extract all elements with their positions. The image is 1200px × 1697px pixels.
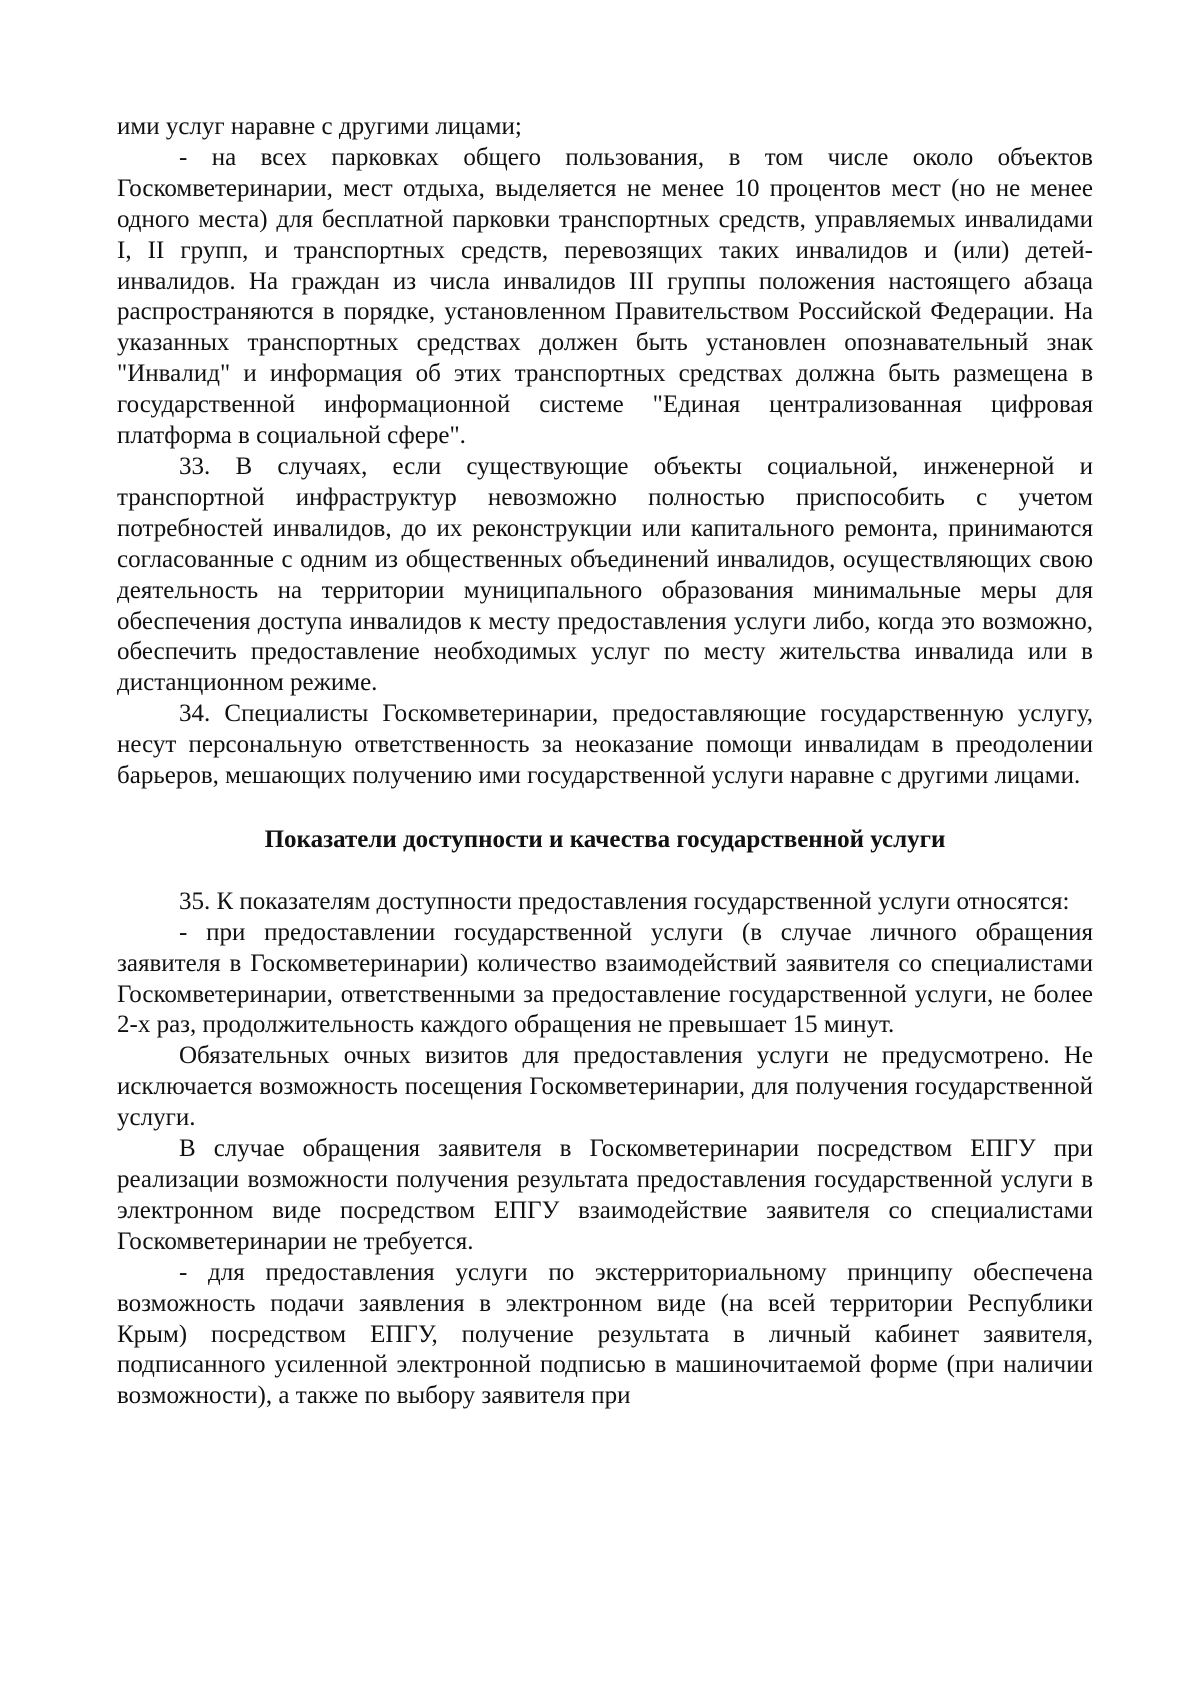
paragraph-35: 35. К показателям доступности предоставления государственной услуги относятся: — [179, 887, 1070, 915]
paragraph-continuation: ими услуг наравне с другими лицами; — [117, 113, 522, 140]
paragraph-34: 34. Специалисты Госкомветеринарии, предоставляющие государственную услугу, несут персональную ответственность за неоказание помощи инвалидам в преодолении барьеров, мешающих получению ими государственной услуги наравне с другими лицами. — [117, 700, 1093, 790]
paragraph-parking: - на всех парковках общего пользования, в том числе около объектов Госкомветеринарии, мест отдыха, выделяется не менее 10 процентов мест (но не менее одного места) для бесплатной парковки транспортных средств, управляемых инвалидами I, II групп, и транспортных средств, перевозящих таких инвалидов и (или) детей-инвалидов. На граждан из числа инвалидов III группы положения настоящего абзаца распространяются в порядке, установленном Правительством Российской Федерации. На указанных транспортных средствах должен быть установлен опознавательный знак "Инвалид" и информация об этих транспортных средствах должна быть размещена в государственной информационной системе "Единая централизованная цифровая платформа в социальной сфере". — [117, 143, 1093, 450]
paragraph-33: 33. В случаях, если существующие объекты социальной, инженерной и транспортной инфраструктур невозможно полностью приспособить с учетом потребностей инвалидов, до их реконструкции или капитального ремонта, принимаются согласованные с одним из общественных объединений инвалидов, осуществляющих свою деятельность на территории муниципального образования минимальные меры для обеспечения доступа инвалидов к месту предоставления услуги либо, когда это возможно, обеспечить предоставление необходимых услуг по месту жительства инвалида или в дистанционном режиме. — [117, 452, 1093, 697]
document-page — [117, 112, 1093, 1412]
paragraph-epgu: В случае обращения заявителя в Госкомветеринарии посредством ЕПГУ при реализации возможности получения результата предоставления государственной услуги в электронном виде посредством ЕПГУ взаимодействие заявителя со специалистами Госкомветеринарии не требуется. — [117, 1135, 1093, 1255]
paragraph-mandatory-visits: Обязательных очных визитов для предоставления услуги не предусмотрено. Не исключается возможность посещения Госкомветеринарии, для получения государственной услуги. — [117, 1042, 1093, 1132]
paragraph-extraterritorial: - для предоставления услуги по экстерриториальному принципу обеспечена возможность подачи заявления в электронном виде (на всей территории Республики Крым) посредством ЕПГУ, получение результата в личный кабинет заявителя, подписанного усиленной электронной подписью в машиночитаемой форме (при наличии возможности), а также по выбору заявителя при — [117, 1258, 1093, 1410]
section-heading: Показатели доступности и качества государственной услуги — [264, 825, 946, 853]
paragraph-personal-visit: - при предоставлении государственной услуги (в случае личного обращения заявителя в Госкомветеринарии) количество взаимодействий заявителя со специалистами Госкомветеринарии, ответственными за предоставление государственной услуги, не более 2-х раз, продолжительность каждого обращения не превышает 15 минут. — [117, 918, 1093, 1039]
